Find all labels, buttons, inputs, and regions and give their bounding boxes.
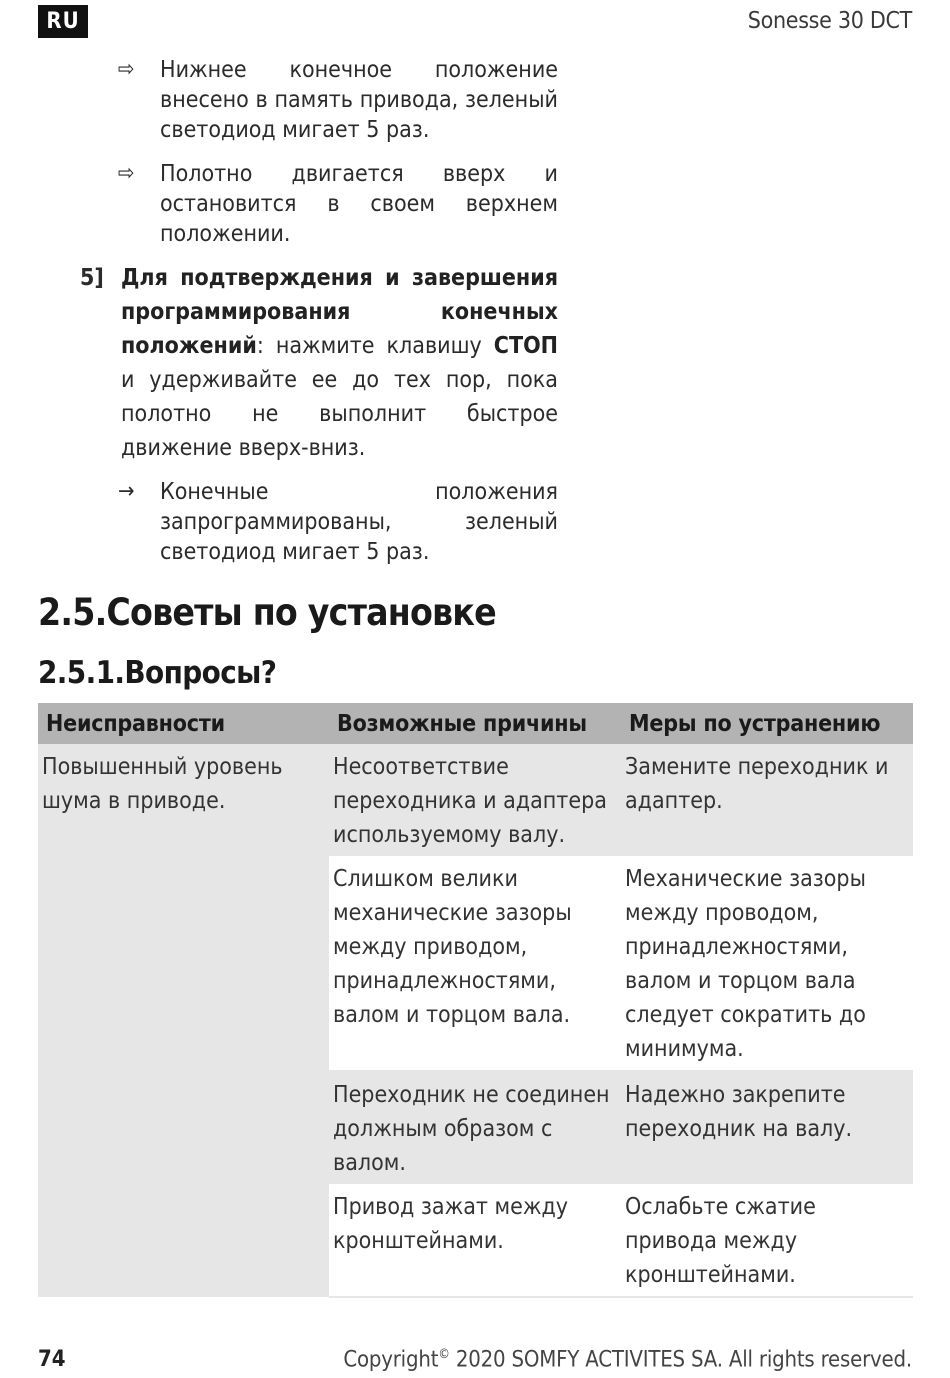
copyright-suffix: 2020 SOMFY ACTIVITES SA. All rights reserved. xyxy=(449,1347,912,1373)
instruction-block xyxy=(40,55,558,567)
step-bold-text: Для подтверждения и завершения программирования конечных положений xyxy=(121,265,558,359)
cause-cell: Переходник не соединен должным образом с валом. xyxy=(329,1071,621,1184)
section-title: 2.5.Советы по установке xyxy=(38,591,496,634)
arrow-item-movement xyxy=(40,159,558,249)
result-text: Конечные положения запрограммированы, зеленый светодиод мигает 5 раз. xyxy=(160,479,558,565)
step-5 xyxy=(40,261,558,465)
remedy-cell: Механические зазоры между проводом, принадлежностями, валом и торцом вала следует сократить до минимума. xyxy=(621,856,913,1071)
header-causes: Возможные причины xyxy=(329,703,621,744)
arrow-item-text: Полотно двигается вверх и остановится в своем верхнем положении. xyxy=(160,161,558,247)
header-faults: Неисправности xyxy=(38,703,329,744)
table-header-row xyxy=(38,703,913,744)
header-remedies: Меры по устранению xyxy=(621,703,913,744)
page-number: 74 xyxy=(38,1347,66,1372)
right-arrow-icon: → xyxy=(118,479,135,504)
stop-key-label: СТОП xyxy=(493,333,558,359)
copyright xyxy=(343,1347,912,1372)
troubleshooting-table xyxy=(38,703,913,1298)
result-item xyxy=(40,477,558,567)
copyright-mark: © xyxy=(438,1347,450,1362)
white-right-arrow-icon: ⇨ xyxy=(118,161,135,186)
cause-cell: Привод зажат между кронштейнами. xyxy=(329,1184,621,1297)
product-title: Sonesse 30 DCT xyxy=(747,8,912,34)
step-text-a: : нажмите клавишу xyxy=(256,333,494,359)
white-right-arrow-icon: ⇨ xyxy=(118,57,135,82)
step-number: 5] xyxy=(80,265,104,291)
fault-cell: Повышенный уровень шума в приводе. xyxy=(38,744,329,1297)
copyright-prefix: Copyright xyxy=(343,1347,439,1373)
language-badge: RU xyxy=(38,5,88,38)
remedy-cell: Ослабьте сжатие привода между кронштейнами. xyxy=(621,1184,913,1297)
remedy-cell: Замените переходник и адаптер. xyxy=(621,744,913,856)
remedy-cell: Надежно закрепите переходник на валу. xyxy=(621,1071,913,1184)
arrow-item-text: Нижнее конечное положение внесено в память привода, зеленый светодиод мигает 5 раз. xyxy=(160,57,558,143)
table-row xyxy=(38,744,913,856)
cause-cell: Несоответствие переходника и адаптера используемому валу. xyxy=(329,744,621,856)
step-text-b: и удерживайте ее до тех пор, пока полотно не выполнит быстрое движение вверх-вниз. xyxy=(121,367,558,461)
cause-cell: Слишком велики механические зазоры между приводом, принадлежностями, валом и торцом вала. xyxy=(329,856,621,1071)
subsection-title: 2.5.1.Вопросы? xyxy=(38,655,277,691)
arrow-item-memory xyxy=(40,55,558,145)
